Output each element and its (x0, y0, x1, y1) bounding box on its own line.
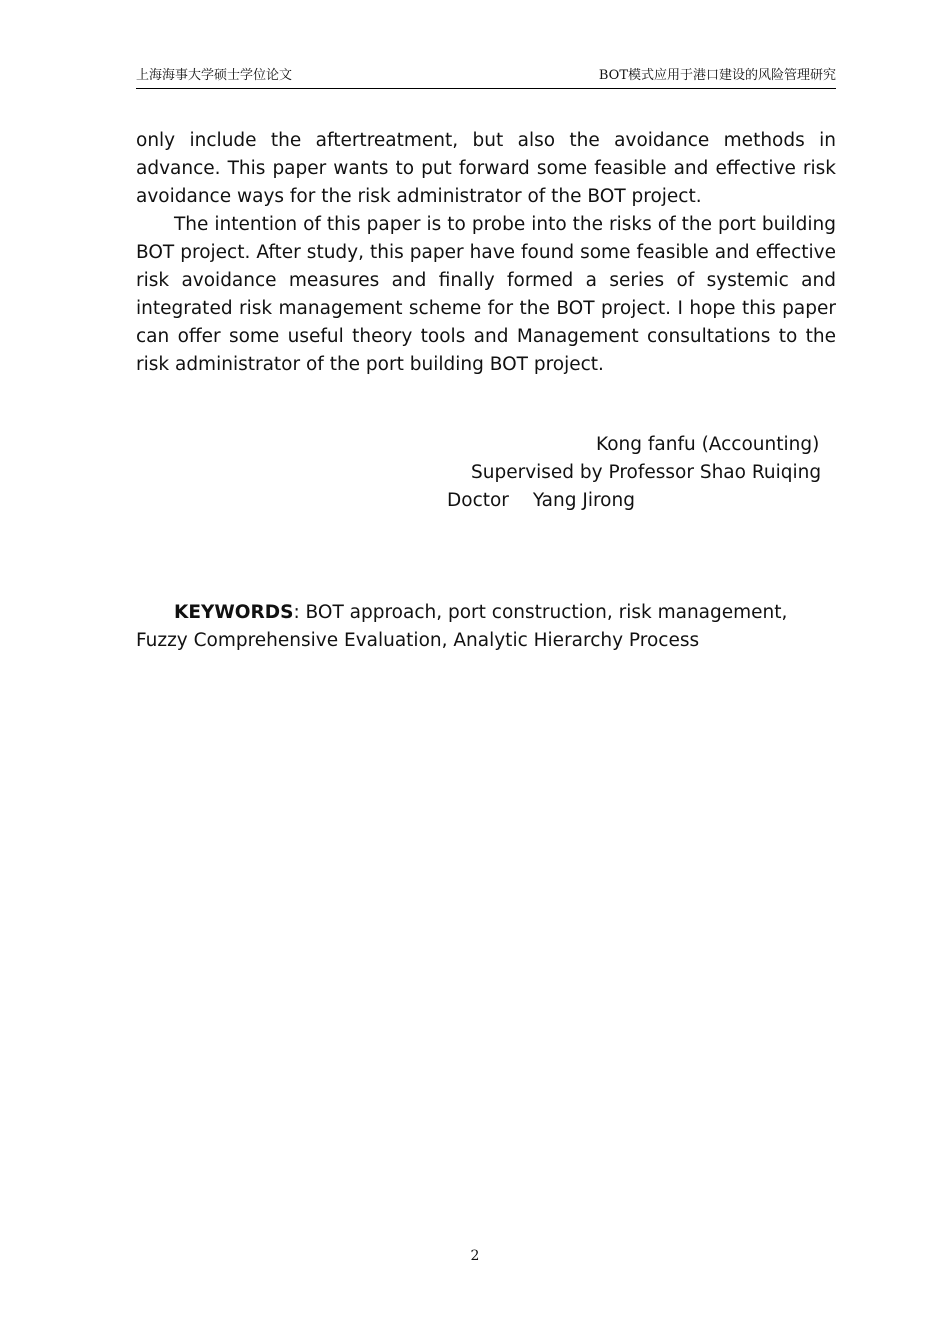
header-thesis-title: BOT模式应用于港口建设的风险管理研究 (598, 68, 836, 83)
running-header (136, 66, 836, 89)
keywords-list-part-1: : BOT approach, port construction, risk management, (293, 602, 788, 623)
keywords-label: KEYWORDS (174, 602, 294, 623)
abstract-paragraph-2: The intention of this paper is to probe into the risks of the port building BOT project. After study, this paper have found some feasible and effective risk avoidance measures and finally formed a series of systemic and integrated risk management scheme for the BOT project. I hope this paper can offer some useful theory tools and Management consultations to the risk administrator of the port building BOT project. (136, 214, 836, 375)
abstract-paragraph-1: only include the aftertreatment, but also the avoidance methods in advance. This paper wants to put forward some feasible and effective risk avoidance ways for the risk administrator of the BOT project. (136, 130, 836, 207)
page-number: 2 (470, 1248, 480, 1264)
author-line: Kong fanfu (Accounting) (596, 434, 820, 455)
doctor-title: Doctor (447, 490, 509, 511)
header-university-title: 上海海事大学硕士学位论文 (136, 68, 293, 83)
abstract-body (136, 127, 836, 379)
keywords-list-part-2: Fuzzy Comprehensive Evaluation, Analytic Hierarchy Process (136, 630, 700, 651)
keywords-line-1 (136, 599, 836, 627)
supervisor-line: Supervised by Professor Shao Ruiqing (471, 462, 822, 483)
doctor-line (447, 487, 635, 515)
doctor-name: Yang Jirong (532, 490, 635, 511)
keywords-block (136, 599, 836, 655)
